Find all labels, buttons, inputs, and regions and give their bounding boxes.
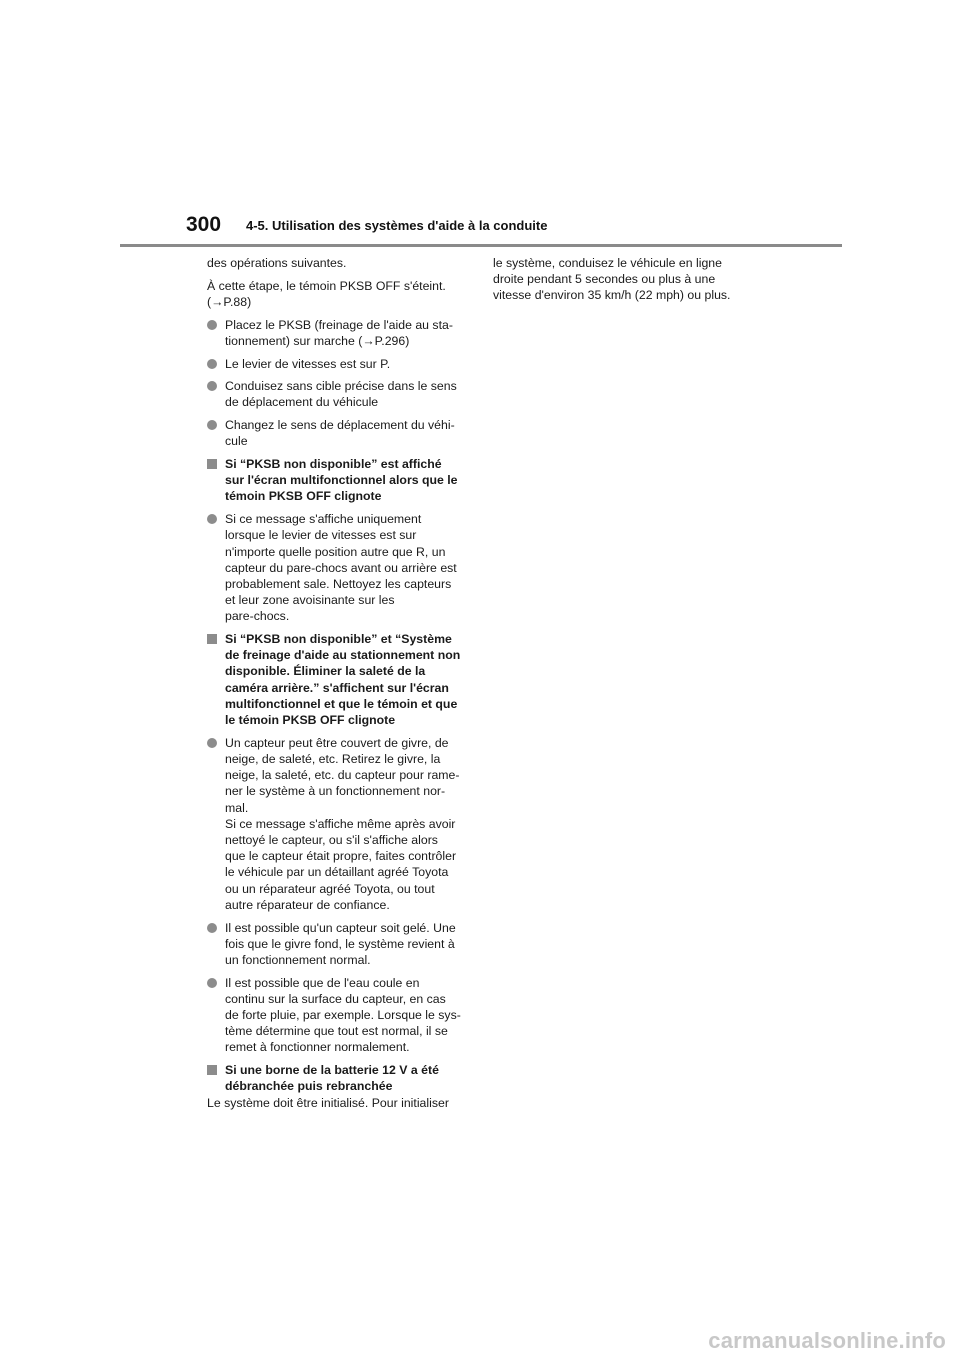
bullet-icon bbox=[207, 738, 217, 748]
subsection-heading bbox=[207, 1062, 465, 1094]
text-line: Un capteur peut être couvert de givre, de bbox=[225, 735, 449, 750]
heading-line: débranchée puis rebranchée bbox=[225, 1079, 393, 1094]
text-line: À cette étape, le témoin PKSB OFF s'éteint. bbox=[207, 278, 446, 293]
text-line: ou un réparateur agréé Toyota, ou tout bbox=[225, 881, 435, 896]
text-line: fois que le givre fond, le système revient à bbox=[225, 936, 455, 951]
text-line: que le capteur était propre, faites contrôler bbox=[225, 849, 457, 864]
bullet-icon bbox=[207, 359, 217, 369]
list-item bbox=[207, 356, 465, 372]
text-line: lorsque le levier de vitesses est sur bbox=[225, 528, 417, 543]
square-bullet-icon bbox=[207, 1065, 217, 1075]
bullet-icon bbox=[207, 320, 217, 330]
watermark: carmanualsonline.info bbox=[708, 1328, 946, 1353]
list-item bbox=[207, 511, 465, 624]
text-line: de forte pluie, par exemple. Lorsque le sys- bbox=[225, 1008, 461, 1023]
text-line: neige, de saleté, etc. Retirez le givre, la bbox=[225, 751, 441, 766]
text-line: et leur zone avoisinante sur les bbox=[225, 593, 395, 608]
text-line: ner le système à un fonctionnement nor- bbox=[225, 784, 446, 799]
text-line: Il est possible que de l'eau coule en bbox=[225, 975, 420, 990]
list-item bbox=[207, 317, 465, 349]
heading-line: Si “PKSB non disponible” est affiché bbox=[225, 457, 442, 472]
list-item bbox=[207, 920, 465, 969]
subsection-heading bbox=[207, 456, 465, 505]
text-line: Le système doit être initialisé. Pour initialiser bbox=[207, 1095, 449, 1110]
subsection-heading bbox=[207, 631, 465, 728]
text-line: Placez le PKSB (freinage de l'aide au sta- bbox=[225, 317, 453, 332]
text-line: Conduisez sans cible précise dans le sens bbox=[225, 379, 457, 394]
text-line: un fonctionnement normal. bbox=[225, 952, 371, 967]
text-line: continu sur la surface du capteur, en cas bbox=[225, 991, 446, 1006]
header-rule bbox=[120, 244, 842, 247]
right-column bbox=[493, 255, 751, 310]
square-bullet-icon bbox=[207, 634, 217, 644]
text-line: tème détermine que tout est normal, il se bbox=[225, 1024, 448, 1039]
heading-line: Si “PKSB non disponible” et “Système bbox=[225, 632, 452, 647]
heading-line: témoin PKSB OFF clignote bbox=[225, 489, 382, 504]
text-line: autre réparateur de confiance. bbox=[225, 897, 390, 912]
heading-line: caméra arrière.” s'affichent sur l'écran bbox=[225, 680, 449, 695]
intro-paragraph-2 bbox=[207, 278, 465, 310]
heading-line: multifonctionnel et que le témoin et que bbox=[225, 696, 458, 711]
list-item bbox=[207, 735, 465, 913]
text-line: cule bbox=[225, 434, 248, 449]
text-line: capteur du pare-chocs avant ou arrière est bbox=[225, 560, 457, 575]
list-item bbox=[207, 975, 465, 1056]
page-reference: (→P.88) bbox=[207, 294, 252, 309]
left-column bbox=[207, 255, 465, 1117]
heading-line: sur l'écran multifonctionnel alors que le bbox=[225, 473, 458, 488]
bullet-icon bbox=[207, 978, 217, 988]
intro-paragraph bbox=[207, 255, 465, 271]
text-line: n'importe quelle position autre que R, un bbox=[225, 544, 446, 559]
text-line: remet à fonctionner normalement. bbox=[225, 1040, 410, 1055]
bullet-icon bbox=[207, 923, 217, 933]
heading-line: de freinage d'aide au stationnement non bbox=[225, 648, 461, 663]
text-line: des opérations suivantes. bbox=[207, 256, 347, 270]
text-line: vitesse d'environ 35 km/h (22 mph) ou plus. bbox=[493, 288, 731, 303]
heading-line: disponible. Éliminer la saleté de la bbox=[225, 664, 426, 679]
bullet-icon bbox=[207, 514, 217, 524]
heading-line: le témoin PKSB OFF clignote bbox=[225, 713, 396, 728]
text-line: droite pendant 5 secondes ou plus à une bbox=[493, 272, 716, 287]
bullet-icon bbox=[207, 381, 217, 391]
text-line: Il est possible qu'un capteur soit gelé. Une bbox=[225, 920, 456, 935]
outro-paragraph bbox=[207, 1095, 465, 1111]
page-number: 300 bbox=[186, 213, 222, 236]
heading-line: Si une borne de la batterie 12 V a été bbox=[225, 1063, 439, 1078]
section-title: 4-5. Utilisation des systèmes d'aide à la conduite bbox=[246, 218, 548, 233]
text-line: nettoyé le capteur, ou s'il s'affiche alors bbox=[225, 833, 438, 847]
text-line: Le levier de vitesses est sur P. bbox=[225, 356, 391, 371]
list-item bbox=[207, 417, 465, 449]
continuation-paragraph bbox=[493, 255, 751, 304]
text-line: Si ce message s'affiche même après avoir bbox=[225, 816, 456, 831]
text-line: probablement sale. Nettoyez les capteurs bbox=[225, 576, 452, 591]
text-line: le système, conduisez le véhicule en ligne bbox=[493, 256, 722, 270]
text-line: Si ce message s'affiche uniquement bbox=[225, 512, 422, 527]
text-line: tionnement) sur marche (→P.296) bbox=[225, 333, 410, 348]
bullet-icon bbox=[207, 420, 217, 430]
text-line: de déplacement du véhicule bbox=[225, 395, 379, 410]
text-line: Changez le sens de déplacement du véhi- bbox=[225, 418, 455, 433]
text-line: le véhicule par un détaillant agréé Toyota bbox=[225, 865, 449, 880]
square-bullet-icon bbox=[207, 459, 217, 469]
list-item bbox=[207, 378, 465, 410]
text-line: pare-chocs. bbox=[225, 609, 290, 624]
text-line: neige, la saleté, etc. du capteur pour rame- bbox=[225, 768, 460, 783]
text-line: mal. bbox=[225, 800, 249, 815]
